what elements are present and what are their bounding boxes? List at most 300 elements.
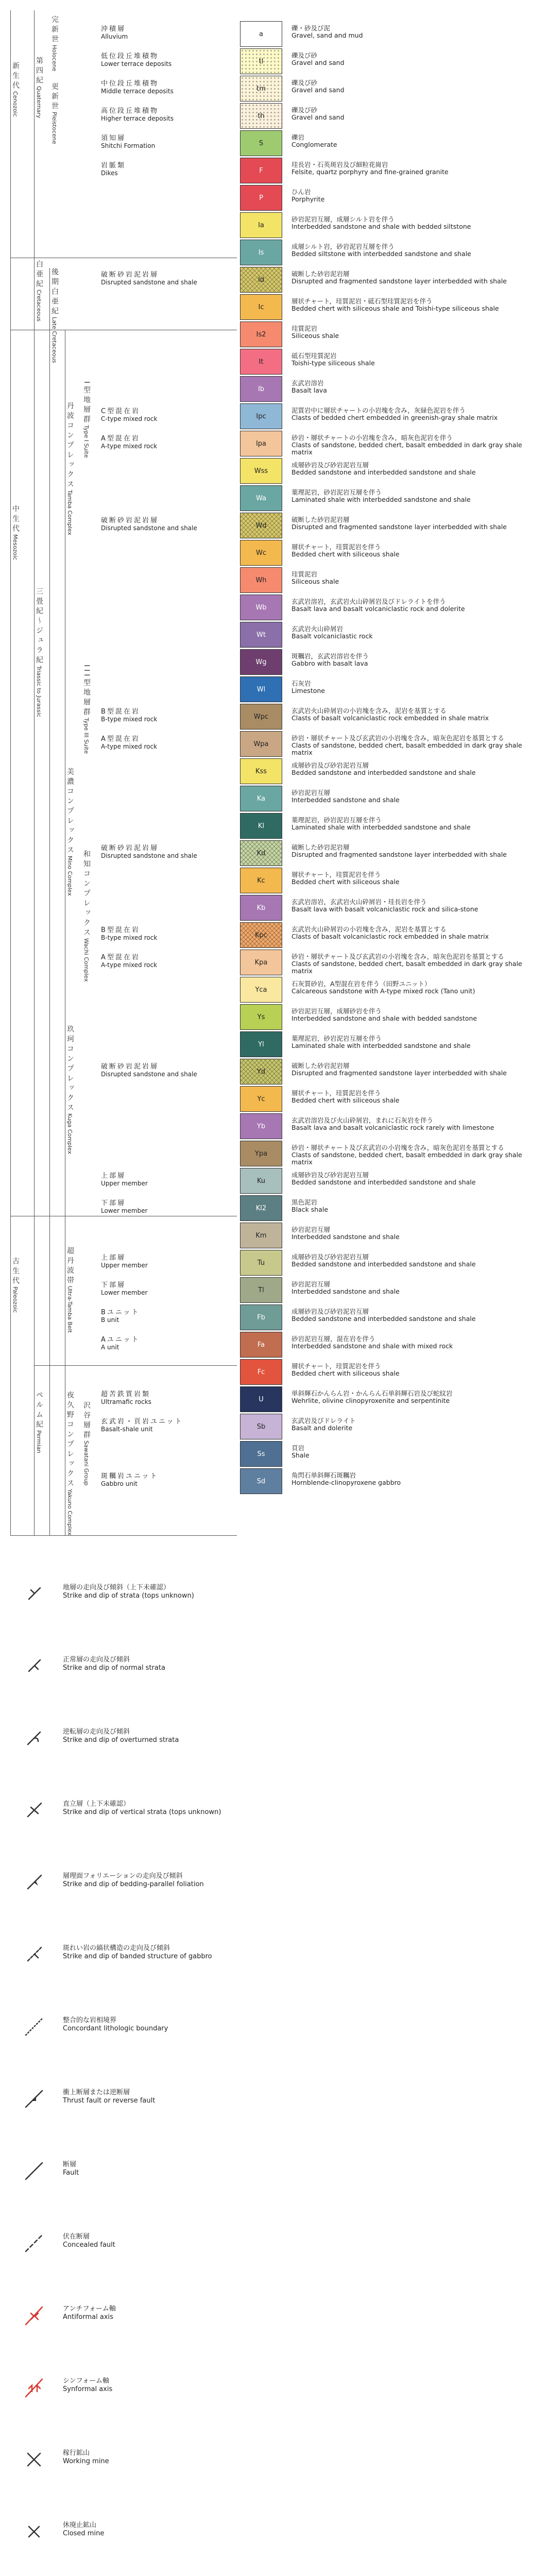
unit-code: tl xyxy=(259,57,264,65)
unit-description-en: Shale xyxy=(291,1451,310,1459)
legend-unit-row xyxy=(0,703,549,731)
symbol-label xyxy=(63,2305,116,2321)
symbol-label xyxy=(63,2233,115,2249)
unit-description-en: Bedded chert with siliceous shale xyxy=(291,1369,400,1377)
unit-code: Yl xyxy=(258,1040,264,1048)
complex-name: 夜久野コンプレックス xyxy=(66,1391,74,1489)
unit-name-ja: 岩脈類 xyxy=(101,162,126,170)
unit-description-en: Bedded sandstone and interbedded sandstone and shale xyxy=(291,769,476,776)
era-name-en: Mesozoic xyxy=(12,534,19,561)
unit-name-ja: 須知層 xyxy=(101,134,126,142)
unit-description-ja: 玄武岩溶岩，玄武岩火山砕屑岩及びドレライトを伴う xyxy=(291,598,446,605)
unit-color-swatch xyxy=(240,294,282,320)
legend-unit-row xyxy=(0,1277,549,1304)
symbol-label-ja: 逆転層の走向及び傾斜 xyxy=(63,1728,130,1736)
unit-description xyxy=(291,243,539,258)
unit-name xyxy=(101,435,236,450)
unit-color-swatch xyxy=(240,158,282,183)
symbol-label-ja: 斑れい岩の縞状構造の走向及び傾斜 xyxy=(63,1944,170,1952)
symbol-label-ja: 伏在断層 xyxy=(63,2233,90,2241)
unit-description xyxy=(291,270,539,285)
unit-color-swatch xyxy=(240,48,282,74)
unit-name-ja: B型混在岩 xyxy=(101,708,140,716)
unit-description xyxy=(291,1253,539,1268)
unit-code: Ka xyxy=(256,794,266,803)
complex-name: 丹波コンプレックス xyxy=(66,402,74,490)
legend-unit-row xyxy=(0,594,549,621)
unit-code: Yca xyxy=(255,986,267,994)
unit-name-en: B-type mixed rock xyxy=(101,934,158,941)
era-name-en: Cenozoic xyxy=(12,91,19,117)
antiformal-axis-icon xyxy=(15,2298,57,2334)
unit-code: Wt xyxy=(256,631,266,639)
unit-color-swatch xyxy=(240,431,282,456)
unit-name-en: Upper member xyxy=(101,1262,148,1269)
unit-code: Ipc xyxy=(256,412,266,420)
unit-color-swatch xyxy=(240,786,282,811)
unit-description xyxy=(291,762,539,776)
complex-name-en: Ultra-Tamba Belt xyxy=(66,1286,73,1333)
unit-description xyxy=(291,407,539,421)
unit-code: P xyxy=(259,194,263,202)
unit-code: Ss xyxy=(257,1450,265,1458)
unit-code: a xyxy=(259,30,263,38)
unit-description-en: Basalt lava and basalt volcaniclastic rock rarely with limestone xyxy=(291,1124,494,1131)
symbol-label xyxy=(63,1872,204,1889)
unit-description-ja: 砂岩・層状チャートの小岩塊を含み，暗灰色泥岩を伴う xyxy=(291,434,453,442)
unit-description xyxy=(291,1363,539,1377)
unit-description xyxy=(291,1062,539,1077)
unit-description-ja: 砂岩泥岩互層 xyxy=(291,1226,331,1233)
unit-description-en: Bedded sandstone and interbedded sandstone and shale xyxy=(291,1178,476,1186)
subgroup-name: I型地層群 xyxy=(82,381,91,426)
unit-code: Km xyxy=(255,1231,267,1240)
unit-color-swatch xyxy=(240,1359,282,1385)
unit-name-ja: 破断砂岩泥岩層 xyxy=(101,517,159,524)
epoch-name-en: Pleistocene xyxy=(51,112,58,144)
unit-description xyxy=(291,298,539,312)
unit-description-ja: 層状チャート，珪質泥岩を伴う xyxy=(291,543,381,551)
unit-color-swatch xyxy=(240,267,282,293)
unit-name xyxy=(101,517,236,532)
symbol-legend-row xyxy=(15,2081,530,2117)
symbol-label-ja: アンチフォーム軸 xyxy=(63,2305,116,2313)
unit-color-swatch xyxy=(240,895,282,921)
unit-name-ja: 超苦鉄質岩類 xyxy=(101,1391,151,1398)
unit-description-en: Interbedded sandstone and shale with mixed rock xyxy=(291,1342,453,1350)
unit-color-swatch xyxy=(240,1304,282,1330)
legend-unit-row xyxy=(0,157,549,184)
unit-name-en: Upper member xyxy=(101,1180,148,1187)
unit-color-swatch xyxy=(240,1086,282,1112)
legend-unit-row xyxy=(0,457,549,485)
unit-code: Wa xyxy=(256,494,266,502)
unit-description xyxy=(291,871,539,886)
unit-description-en: Calcareous sandstone with A-type mixed rock (Tano unit) xyxy=(291,987,475,995)
fault-icon xyxy=(15,2154,57,2190)
epoch-name-en: Late Cretaceous xyxy=(51,317,58,363)
unit-code: Yc xyxy=(257,1095,265,1103)
unit-color-swatch xyxy=(240,840,282,866)
unit-description-en: Interbedded sandstone and shale xyxy=(291,1233,400,1241)
unit-description-en: Black shale xyxy=(291,1206,329,1213)
unit-description xyxy=(291,653,539,667)
unit-description-en: Clasts of sandstone, bedded chert, basalt embedded in dark gray shale matrix xyxy=(291,960,522,975)
unit-description xyxy=(291,216,539,230)
unit-name-en: Disrupted sandstone and shale xyxy=(101,1071,197,1078)
gabbro-structure-icon xyxy=(15,1937,57,1973)
symbol-label-en: Antiformal axis xyxy=(63,2313,113,2321)
unit-code: Ypa xyxy=(254,1149,268,1158)
unit-color-swatch xyxy=(240,1414,282,1439)
unit-description-ja: 砥石型珪質泥岩 xyxy=(291,352,337,360)
complex-name: 玖珂コンプレックス xyxy=(66,1025,74,1113)
unit-color-swatch xyxy=(240,1168,282,1194)
unit-name xyxy=(101,1282,236,1296)
period-name: ペルム紀 xyxy=(35,1391,43,1430)
symbol-label xyxy=(63,1656,165,1672)
unit-name xyxy=(101,162,236,177)
unit-description-en: Gravel and sand xyxy=(291,113,345,121)
legend-unit-row xyxy=(0,1249,549,1277)
unit-description-ja: 砂岩泥岩互層，混在岩を伴う xyxy=(291,1335,375,1343)
unit-description xyxy=(291,489,539,503)
unit-description xyxy=(291,1090,539,1104)
unit-name xyxy=(101,135,236,149)
unit-color-swatch xyxy=(240,868,282,893)
unit-color-swatch xyxy=(240,349,282,375)
symbol-label-en: Concordant lithologic boundary xyxy=(63,2025,168,2032)
period-name: 白亜紀 xyxy=(35,260,43,290)
unit-description xyxy=(291,107,539,121)
unit-description xyxy=(291,134,539,148)
legend-unit-row xyxy=(0,894,549,922)
unit-code: Fc xyxy=(257,1368,265,1376)
unit-description xyxy=(291,189,539,203)
period-name-en: Permian xyxy=(36,1430,42,1453)
unit-name xyxy=(101,1173,236,1187)
legend-unit-row xyxy=(0,812,549,840)
subgroup-name: III型地層群 xyxy=(82,665,91,718)
unit-name-ja: 沖積層 xyxy=(101,25,126,33)
unit-code: Tl xyxy=(258,1286,264,1294)
unit-color-swatch xyxy=(240,813,282,839)
legend-unit-row xyxy=(0,1113,549,1140)
legend-unit-row xyxy=(0,758,549,785)
unit-color-swatch xyxy=(240,1332,282,1358)
unit-description xyxy=(291,1281,539,1295)
unit-description-ja: 斑糲岩，玄武岩溶岩を伴う xyxy=(291,652,369,660)
unit-name-ja: 上部層 xyxy=(101,1254,126,1262)
unit-name-en: Disrupted sandstone and shale xyxy=(101,279,197,286)
legend-unit-row xyxy=(0,1004,549,1031)
symbol-legend-row xyxy=(15,1577,530,1613)
unit-code: th xyxy=(258,112,265,120)
thrust-fault-icon xyxy=(15,2081,57,2117)
unit-description-ja: 泥質岩中に層状チャートの小岩塊を含み，灰緑色泥岩を伴う xyxy=(291,406,466,414)
symbol-legend-row xyxy=(15,2442,530,2478)
unit-color-swatch xyxy=(240,103,282,129)
unit-code: It xyxy=(259,358,264,366)
unit-name-en: A-type mixed rock xyxy=(101,743,158,750)
divider xyxy=(10,1535,237,1536)
unit-description-en: Siliceous shale xyxy=(291,578,339,585)
unit-name-ja: 破断砂岩泥岩層 xyxy=(101,271,159,279)
unit-name-en: Higher terrace deposits xyxy=(101,115,174,122)
legend-unit-row xyxy=(0,1468,549,1495)
epoch-name-en: Holocene xyxy=(51,45,58,72)
unit-color-swatch xyxy=(240,649,282,675)
subgroup-name: 沢谷層群 xyxy=(82,1401,91,1440)
unit-description-ja: 石灰質砂岩，A型混在岩を伴う（田野ユニット） xyxy=(291,980,431,988)
unit-color-swatch xyxy=(240,376,282,402)
legend-unit-row xyxy=(0,922,549,949)
symbol-label-ja: 地層の走向及び傾斜（上下未確認） xyxy=(63,1584,170,1591)
unit-description-en: Disrupted and fragmented sandstone layer interbedded with shale xyxy=(291,523,507,531)
symbol-label xyxy=(63,2161,79,2177)
legend-unit-row xyxy=(0,1331,549,1359)
unit-code: Sb xyxy=(256,1422,266,1431)
unit-description-ja: 砂岩泥岩互層，成層シルト岩を伴う xyxy=(291,215,394,223)
unit-description-ja: 珪質泥岩 xyxy=(291,570,318,578)
unit-description-ja: 礫・砂及び泥 xyxy=(291,24,331,32)
closed-mine-icon xyxy=(15,2514,57,2550)
unit-name-ja: Bユニット xyxy=(101,1309,140,1316)
strike-dip-normal-icon xyxy=(15,1649,57,1685)
unit-code: Kd xyxy=(256,849,266,857)
unit-description-ja: 礫岩 xyxy=(291,133,305,141)
unit-description-ja: 成層砂岩及び砂岩泥岩互層 xyxy=(291,461,369,469)
unit-code: U xyxy=(259,1395,264,1403)
unit-description-en: Siliceous shale xyxy=(291,332,339,340)
unit-name-ja: 下部層 xyxy=(101,1199,126,1207)
unit-name-en: Gabbro unit xyxy=(101,1480,138,1487)
complex-name-en: Kuga Complex xyxy=(66,1113,73,1155)
legend-unit-row xyxy=(0,184,549,212)
unit-name-en: C-type mixed rock xyxy=(101,415,158,422)
legend-unit-row xyxy=(0,731,549,758)
unit-description-en: Gravel and sand xyxy=(291,59,345,66)
unit-name xyxy=(101,736,236,750)
unit-description-ja: 成層砂岩及び砂岩泥岩互層 xyxy=(291,761,369,769)
unit-description-en: Disrupted and fragmented sandstone layer interbedded with shale xyxy=(291,851,507,858)
lithologic-boundary-icon xyxy=(15,2009,57,2045)
unit-name-ja: A型混在岩 xyxy=(101,954,140,961)
foliation-icon xyxy=(15,1865,57,1901)
legend-unit-row xyxy=(0,348,549,376)
unit-name xyxy=(101,1473,236,1487)
unit-name-en: Lower terrace deposits xyxy=(101,60,172,67)
unit-description xyxy=(291,707,539,722)
unit-description-en: Bedded siltstone with interbedded sandstone and shale xyxy=(291,250,471,258)
legend-unit-row xyxy=(0,867,549,894)
unit-code: Kpc xyxy=(255,931,267,939)
unit-description-en: Wehrlite, olivine clinopyroxenite and serpentinite xyxy=(291,1397,450,1404)
unit-name-ja: A型混在岩 xyxy=(101,735,140,743)
legend-unit-row xyxy=(0,976,549,1004)
subgroup-name-en: Sawatani Group xyxy=(83,1440,90,1486)
unit-name-ja: Aユニット xyxy=(101,1336,140,1344)
unit-description-en: Gravel and sand xyxy=(291,86,345,94)
unit-description-en: Basalt lava and basalt volcaniclastic rock and dolerite xyxy=(291,605,465,613)
legend-unit-row xyxy=(0,512,549,539)
unit-name xyxy=(101,845,236,859)
unit-description-en: Hornblende-clinopyroxene gabbro xyxy=(291,1479,401,1486)
unit-color-swatch xyxy=(240,922,282,948)
unit-description-en: Clasts of bedded chert embedded in greenish-gray shale matrix xyxy=(291,414,498,421)
unit-description-ja: 葉理泥岩，砂岩泥岩互層を伴う xyxy=(291,1035,382,1042)
unit-description xyxy=(291,544,539,558)
unit-code: Kss xyxy=(255,767,267,775)
unit-code: Kb xyxy=(256,904,266,912)
symbol-label-ja: シンフォーム軸 xyxy=(63,2377,110,2385)
unit-description-en: Clasts of sandstone, bedded chert, basalt embedded in dark gray shale matrix xyxy=(291,1151,522,1166)
unit-description xyxy=(291,1226,539,1241)
unit-description xyxy=(291,571,539,585)
unit-code: S xyxy=(259,139,264,147)
legend-unit-row xyxy=(0,239,549,266)
unit-description xyxy=(291,1417,539,1432)
unit-name-ja: C型混在岩 xyxy=(101,408,141,415)
unit-description-en: Clasts of sandstone, bedded chert, basalt embedded in dark gray shale matrix xyxy=(291,441,522,456)
unit-description-ja: 単斜輝石かんらん岩・かんらん石単斜輝石岩及び蛇紋岩 xyxy=(291,1389,453,1397)
legend-unit-row xyxy=(0,1140,549,1167)
unit-name-en: A-type mixed rock xyxy=(101,961,158,969)
unit-description xyxy=(291,25,539,39)
symbol-label-ja: 休廃止鉱山 xyxy=(63,2521,97,2529)
unit-code: Ys xyxy=(257,1013,265,1021)
unit-name-en: Dikes xyxy=(101,170,118,177)
unit-color-swatch xyxy=(240,212,282,238)
unit-color-swatch xyxy=(240,513,282,538)
unit-description xyxy=(291,899,539,913)
legend-unit-row xyxy=(0,403,549,430)
unit-description xyxy=(291,598,539,613)
legend-unit-row xyxy=(0,1195,549,1222)
unit-description-ja: 礫及び砂 xyxy=(291,79,318,87)
unit-name-en: Ultramafic rocks xyxy=(101,1398,151,1405)
unit-description-en: Laminated shale with interbedded sandstone and shale xyxy=(291,1042,471,1049)
unit-color-swatch xyxy=(240,595,282,620)
legend-unit-row xyxy=(0,621,549,649)
unit-description-en: Laminated shale with interbedded sandstone and shale xyxy=(291,496,471,503)
unit-description-ja: 玄武岩火山砕屑岩の小岩塊を含み，泥岩を基質とする xyxy=(291,707,447,715)
legend-unit-row xyxy=(0,212,549,239)
unit-description-en: Bedded chert with siliceous shale xyxy=(291,1096,400,1104)
era-name: 古生代 xyxy=(11,1257,20,1286)
unit-description-ja: 層状チャート，珪質泥岩を伴う xyxy=(291,1362,381,1370)
legend-unit-row xyxy=(0,949,549,976)
legend-unit-row xyxy=(0,321,549,348)
unit-description-ja: 玄武岩溶岩及び火山砕屑岩，まれに石灰岩を伴う xyxy=(291,1116,434,1124)
unit-description-ja: 破断した砂岩泥岩層 xyxy=(291,1062,350,1070)
unit-name-ja: 上部層 xyxy=(101,1172,126,1180)
unit-description xyxy=(291,79,539,94)
symbol-legend-row xyxy=(15,2009,530,2045)
unit-description xyxy=(291,380,539,394)
unit-name-ja: A型混在岩 xyxy=(101,435,140,443)
period-name: 第四紀 xyxy=(35,57,43,86)
unit-description-ja: 成層シルト岩，砂岩泥岩互層を伴う xyxy=(291,243,394,250)
unit-description-en: Interbedded sandstone and shale with bedded siltstone xyxy=(291,223,471,230)
unit-name xyxy=(101,1336,236,1351)
symbol-label-en: Thrust fault or reverse fault xyxy=(63,2097,156,2105)
symbol-label-en: Concealed fault xyxy=(63,2241,115,2249)
unit-description-ja: 破断した砂岩泥岩層 xyxy=(291,270,350,278)
legend-unit-row xyxy=(0,130,549,157)
working-mine-icon xyxy=(15,2442,57,2478)
symbol-label xyxy=(63,1584,194,1600)
unit-description-ja: 葉理泥岩，砂岩泥岩互層を伴う xyxy=(291,488,382,496)
unit-code: Fa xyxy=(257,1341,265,1349)
unit-description-en: Conglomerate xyxy=(291,141,337,148)
symbol-legend-row xyxy=(15,2154,530,2190)
unit-name xyxy=(101,53,236,67)
unit-description xyxy=(291,1035,539,1049)
unit-code: Wg xyxy=(255,658,267,666)
symbol-label-ja: 整合的な岩相境界 xyxy=(63,2016,117,2024)
symbol-legend-row xyxy=(15,2226,530,2262)
unit-code: Kc xyxy=(257,876,265,885)
unit-name-ja: 中位段丘堆積物 xyxy=(101,80,159,88)
unit-description-en: Clasts of basalt volcaniclastic rock embedded in shale matrix xyxy=(291,933,489,940)
unit-description-ja: 石灰岩 xyxy=(291,680,311,687)
unit-name xyxy=(101,1200,236,1214)
legend-unit-row xyxy=(0,1167,549,1195)
unit-name-ja: B型混在岩 xyxy=(101,926,140,934)
unit-color-swatch xyxy=(240,1113,282,1139)
unit-description-en: Laminated shale with interbedded sandstone and shale xyxy=(291,823,471,831)
symbol-legend-row xyxy=(15,1937,530,1973)
unit-description xyxy=(291,680,539,694)
unit-description-en: Disrupted and fragmented sandstone layer interbedded with shale xyxy=(291,277,507,285)
legend-unit-row xyxy=(0,649,549,676)
symbol-label-ja: 層理面フォリエーションの走向及び傾斜 xyxy=(63,1872,183,1880)
unit-code: Yd xyxy=(256,1067,266,1076)
unit-description xyxy=(291,1117,539,1131)
unit-color-swatch xyxy=(240,676,282,702)
unit-color-swatch xyxy=(240,1468,282,1494)
unit-description xyxy=(291,1472,539,1486)
unit-description xyxy=(291,325,539,340)
subgroup-name-en: Wachi Complex xyxy=(83,938,90,982)
unit-description-en: Basalt volcaniclastic rock xyxy=(291,632,373,640)
unit-description-ja: 頁岩 xyxy=(291,1444,305,1452)
unit-name xyxy=(101,26,236,40)
legend-unit-row xyxy=(0,676,549,703)
subgroup-name-en: Type III Suite xyxy=(83,718,90,754)
unit-color-swatch xyxy=(240,185,282,211)
unit-code: Yb xyxy=(256,1122,266,1130)
unit-description-en: Bedded chert with siliceous shale xyxy=(291,878,400,886)
symbol-label-ja: 正常層の走向及び傾斜 xyxy=(63,1656,130,1664)
unit-name-en: Lower member xyxy=(101,1207,148,1214)
unit-code: Wd xyxy=(255,521,267,530)
legend-unit-row xyxy=(0,103,549,130)
unit-description xyxy=(291,817,539,831)
unit-code: Wh xyxy=(255,576,267,584)
unit-color-swatch xyxy=(240,622,282,648)
symbol-label-en: Strike and dip of vertical strata (tops unknown) xyxy=(63,1808,221,1816)
subgroup-name: 和知コンプレックス xyxy=(82,850,91,938)
unit-name xyxy=(101,1391,236,1405)
unit-name-ja: 低位段丘堆積物 xyxy=(101,53,159,60)
unit-description xyxy=(291,1172,539,1186)
unit-description xyxy=(291,844,539,858)
unit-description-ja: 成層砂岩及び砂岩泥岩互層 xyxy=(291,1171,369,1179)
unit-description xyxy=(291,980,539,995)
unit-code: F xyxy=(259,166,263,175)
